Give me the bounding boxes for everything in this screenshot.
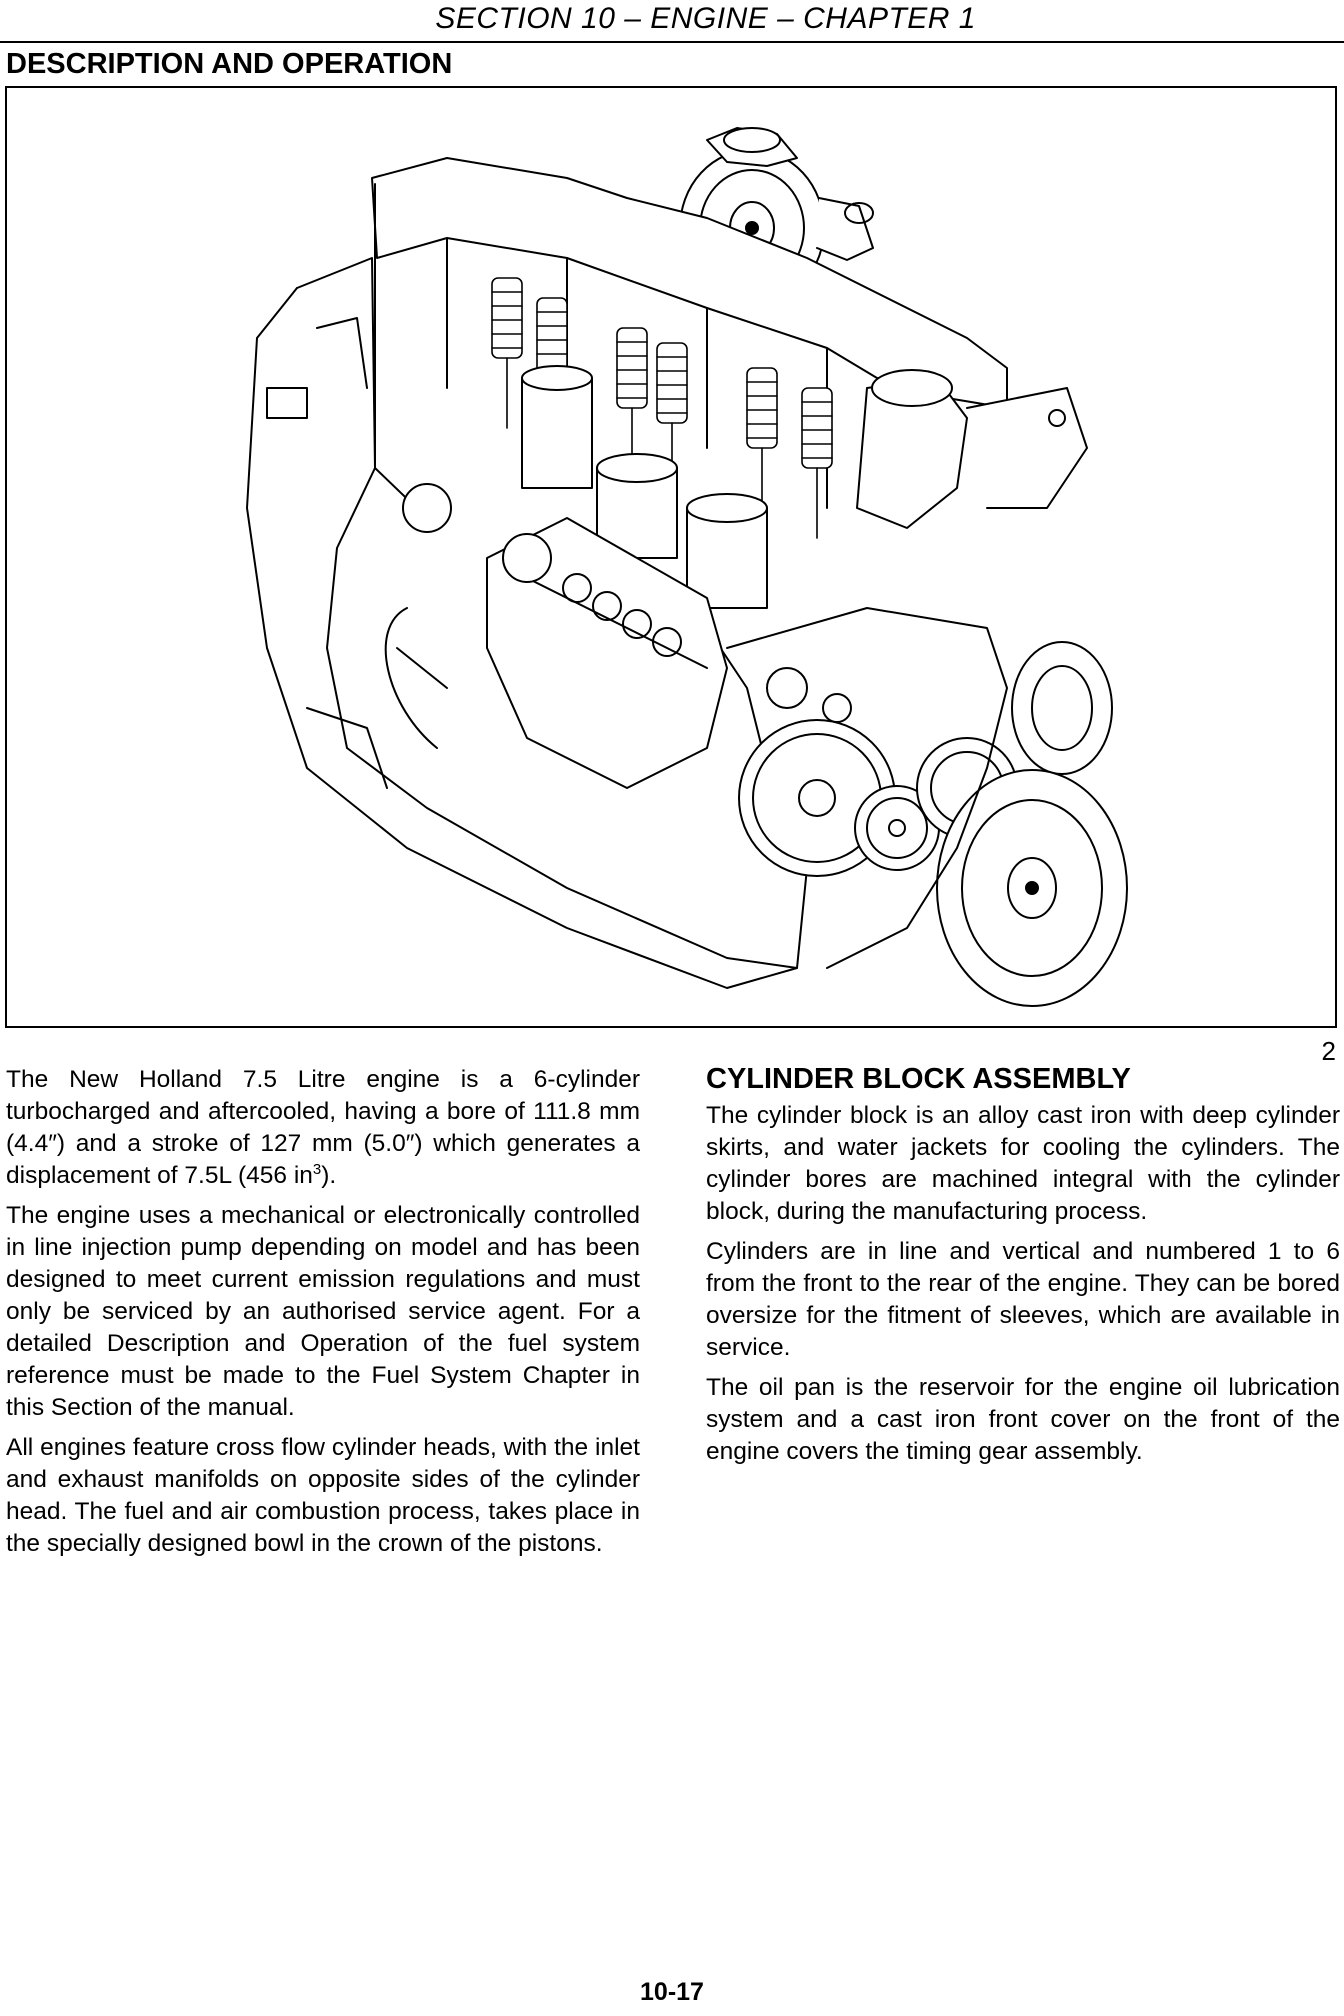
section-title: SECTION 10 – ENGINE – CHAPTER 1 xyxy=(435,2,976,35)
figure-number: 2 xyxy=(1321,1036,1336,1066)
paragraph-oil-pan: The oil pan is the reservoir for the engine oil lubrication system and a cast iron front cover on the front of the engine covers the timing gear assembly. xyxy=(706,1374,1340,1465)
paragraph-cylinder-heads: All engines feature cross flow cylinder heads, with the inlet and exhaust manifolds on opposite sides of the cylinder head. The fuel and air combustion process, takes place in the specially designed bowl in the crown of the pistons. xyxy=(6,1434,640,1557)
engine-cutaway-illustration-icon xyxy=(7,88,1335,1026)
right-column xyxy=(706,1062,1340,1476)
header-rule xyxy=(0,41,1344,43)
paragraph-cylinder-block: The cylinder block is an alloy cast iron with deep cylinder skirts, and water jackets for cooling the cylinders. The cylinder bores are machined integral with the cylinder block, during the manufacturing process. xyxy=(706,1102,1340,1225)
figure-frame xyxy=(5,86,1337,1028)
page-number: 10-17 xyxy=(640,1978,704,2006)
paragraph-injection-pump: The engine uses a mechanical or electronically controlled in line injection pump depending on model and has been designed to meet current emission regulations and must only be serviced by an authorised service agent. For a detailed Description and Operation of the fuel system reference must be made to the Fuel System Chapter in this Section of the manual. xyxy=(6,1202,640,1421)
left-column xyxy=(6,1064,640,1568)
section-heading-cylinder-block: CYLINDER BLOCK ASSEMBLY xyxy=(706,1063,1131,1095)
page-heading: DESCRIPTION AND OPERATION xyxy=(6,48,453,80)
paragraph-engine-specs: The New Holland 7.5 Litre engine is a 6-cylinder turbocharged and aftercooled, having a bore of 111.8 mm (4.4″) and a stroke of 127 mm (5.0″) which generates a displacement of 7.5L (456 $in^3$). xyxy=(6,1066,640,1189)
superscript: 3 xyxy=(312,1160,322,1178)
paragraph-cylinders-numbering: Cylinders are in line and vertical and numbered 1 to 6 from the front to the rear of the engine. They can be bored oversize for the fitment of sleeves, which are available in service. xyxy=(706,1238,1340,1361)
page-header xyxy=(0,0,1344,44)
